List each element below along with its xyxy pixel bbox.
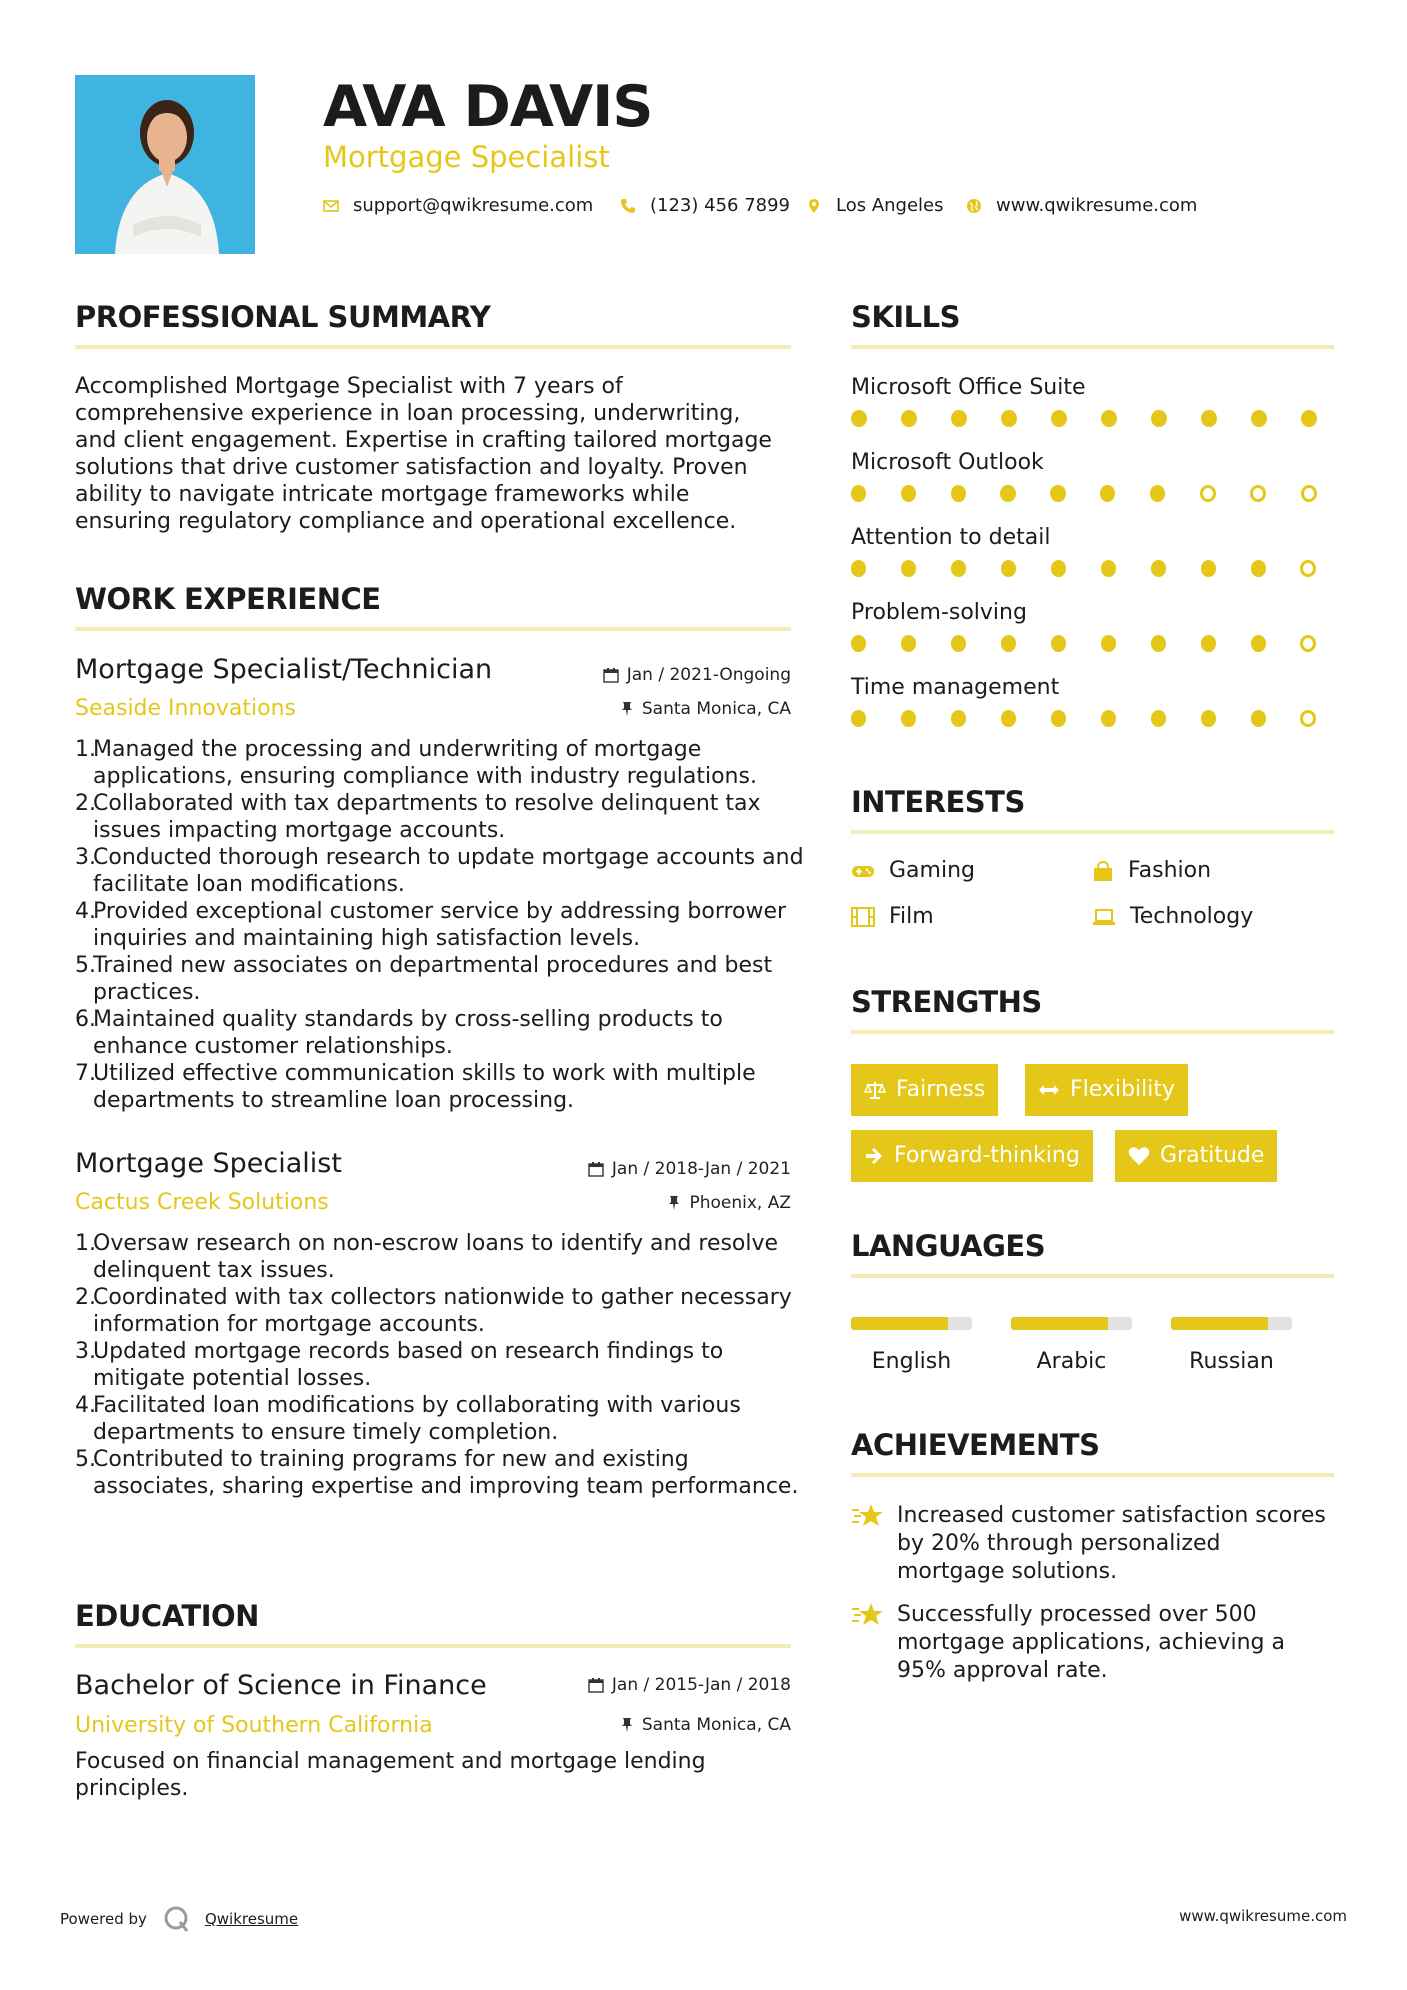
contact-location-text: Los Angeles: [836, 195, 944, 216]
star-icon: [851, 1502, 885, 1530]
skills-list: [851, 375, 1351, 750]
skill-dot-filled: [1151, 560, 1166, 577]
job-bullet: Trained new associates on departmental procedures and best practices.: [93, 953, 773, 1005]
profile-photo-illustration: [75, 75, 255, 254]
globe-icon: [966, 198, 982, 214]
job-bullet: Coordinated with tax collectors nationwide to gather necessary information for mortgage accounts.: [93, 1285, 792, 1337]
skill-rating: [851, 485, 1351, 502]
achievement-text: Successfully processed over 500 mortgage applications, achieving a 95% approval rate.: [897, 1602, 1285, 1683]
map-marker-icon: [806, 198, 822, 214]
summary-divider: [75, 345, 791, 349]
interest-label: Gaming: [889, 858, 975, 883]
job-location: [500, 698, 791, 720]
pushpin-icon: [620, 701, 634, 717]
job-dates: [500, 664, 791, 686]
summary-text: [75, 373, 805, 535]
summary-line: Accomplished Mortgage Specialist with 7 years of: [75, 374, 623, 399]
interest-label: Fashion: [1128, 858, 1212, 883]
job-bullet: Facilitated loan modifications by collaborating with various departments to ensure timely completion.: [93, 1393, 741, 1445]
language-item: [1171, 1317, 1292, 1375]
education-location-text: Santa Monica, CA: [641, 1715, 791, 1735]
skill-row: [851, 525, 1351, 600]
skill-rating: [851, 710, 1351, 727]
skill-dot-filled: [951, 485, 966, 502]
skill-dot-filled: [951, 410, 967, 427]
contact-phone-text: (123) 456 7899: [650, 195, 791, 216]
achievements-divider: [851, 1473, 1334, 1477]
contact-website[interactable]: [966, 195, 1197, 217]
interests-heading: INTERESTS: [851, 785, 1025, 819]
heart-icon: [1128, 1146, 1150, 1166]
skill-name: Time management: [851, 675, 1060, 700]
envelope-icon: [323, 198, 339, 214]
skill-dot-filled: [1051, 635, 1066, 652]
summary-line: ability to navigate intricate mortgage frameworks while: [75, 482, 690, 507]
skill-dot-filled: [851, 710, 866, 727]
language-name: English: [871, 1349, 952, 1374]
candidate-role: Mortgage Specialist: [323, 140, 610, 174]
strength-tag: [1115, 1130, 1277, 1182]
skill-dot-filled: [1201, 635, 1216, 652]
language-level-bar: [1011, 1317, 1132, 1330]
strength-label: Fairness: [896, 1077, 986, 1102]
skill-dot-filled: [1251, 710, 1266, 727]
skill-dot-filled: [1100, 485, 1115, 502]
skill-dot-filled: [1050, 485, 1065, 502]
job-bullets: [75, 1230, 811, 1500]
education-dates: [500, 1674, 791, 1696]
skill-dot-filled: [1101, 635, 1116, 652]
job-company: Cactus Creek Solutions: [75, 1190, 329, 1215]
skill-dot-filled: [1101, 560, 1116, 577]
strength-label: Forward-thinking: [894, 1143, 1080, 1168]
education-degree: Bachelor of Science in Finance: [75, 1670, 487, 1701]
skill-dot-filled: [901, 635, 916, 652]
language-name: Arabic: [1036, 1349, 1107, 1374]
footer-powered-by: [60, 1904, 298, 1934]
interest-item: [851, 858, 975, 884]
skill-dot-filled: [1201, 560, 1216, 577]
strength-tag: [851, 1130, 1093, 1182]
job-location-text: Santa Monica, CA: [641, 699, 791, 719]
skill-dot-filled: [1150, 485, 1165, 502]
calendar-icon: [588, 1161, 604, 1177]
film-icon: [851, 907, 875, 927]
achievement-item: [851, 1502, 1331, 1586]
language-item: [851, 1317, 972, 1375]
interest-item: [851, 904, 934, 930]
skill-dot-empty: [1300, 560, 1316, 577]
pushpin-icon: [667, 1195, 681, 1211]
skill-dot-filled: [1051, 560, 1066, 577]
language-name: Russian: [1189, 1349, 1274, 1374]
language-level-bar: [851, 1317, 972, 1330]
skill-dot-filled: [1051, 410, 1067, 427]
skill-dot-filled: [1251, 560, 1266, 577]
qwikresume-link[interactable]: Qwikresume: [204, 1910, 299, 1928]
skill-name: Problem-solving: [851, 600, 1027, 625]
skill-dot-filled: [1001, 410, 1017, 427]
job-title: Mortgage Specialist/Technician: [75, 654, 493, 685]
job-bullet: Collaborated with tax departments to resolve delinquent tax issues impacting mortgage accounts.: [93, 791, 761, 843]
languages-divider: [851, 1274, 1334, 1278]
laptop-icon: [1092, 908, 1116, 926]
skill-row: [851, 450, 1351, 525]
skill-rating: [851, 635, 1351, 652]
skill-dot-filled: [851, 635, 866, 652]
strength-tag: [851, 1064, 998, 1116]
job-company: Seaside Innovations: [75, 696, 296, 721]
skill-dot-filled: [1101, 710, 1116, 727]
language-level-fill: [1171, 1317, 1268, 1330]
skills-heading: SKILLS: [851, 300, 960, 334]
job-title: Mortgage Specialist: [75, 1148, 342, 1179]
skill-dot-filled: [1251, 635, 1266, 652]
skill-dot-filled: [1151, 410, 1167, 427]
education-school: University of Southern California: [75, 1713, 433, 1738]
skills-divider: [851, 345, 1334, 349]
skill-rating: [851, 560, 1351, 577]
footer-website[interactable]: www.qwikresume.com: [1179, 1907, 1347, 1925]
skill-dot-filled: [951, 560, 966, 577]
job-dates: [500, 1158, 791, 1180]
achievement-text: Increased customer satisfaction scores by 20% through personalized mortgage solutions.: [897, 1503, 1326, 1584]
star-icon: [851, 1601, 885, 1629]
skill-dot-filled: [1151, 710, 1166, 727]
experience-divider: [75, 627, 791, 631]
skill-dot-filled: [1051, 710, 1066, 727]
skill-dot-filled: [1001, 710, 1016, 727]
job-bullet: Managed the processing and underwriting of mortgage applications, ensuring compliance with industry regulations.: [93, 737, 757, 789]
job-bullets: [75, 736, 811, 1114]
qwikresume-logo-icon: [161, 1904, 191, 1934]
job-bullet: Contributed to training programs for new and existing associates, sharing expertise and improving team performance.: [93, 1447, 799, 1499]
summary-line: ensuring regulatory compliance and operational excellence.: [75, 509, 737, 534]
achievement-item: [851, 1601, 1331, 1685]
skill-dot-filled: [901, 410, 917, 427]
job-bullet: Oversaw research on non-escrow loans to identify and resolve delinquent tax issues.: [93, 1231, 779, 1283]
job-dates-text: Jan / 2021-Ongoing: [626, 665, 791, 685]
skill-dot-empty: [1250, 485, 1266, 502]
summary-heading: PROFESSIONAL SUMMARY: [75, 300, 491, 334]
job-bullet: Conducted thorough research to update mortgage accounts and facilitate loan modifications.: [93, 845, 804, 897]
skill-dot-filled: [1201, 710, 1216, 727]
arrow-right-icon: [864, 1147, 884, 1165]
interest-label: Film: [889, 904, 934, 929]
job-bullet: Provided exceptional customer service by addressing borrower inquiries and maintaining high satisfaction levels.: [93, 899, 787, 951]
interest-label: Technology: [1130, 904, 1254, 929]
skill-dot-filled: [1301, 410, 1317, 427]
interests-divider: [851, 830, 1334, 834]
skill-dot-filled: [901, 710, 916, 727]
skill-dot-filled: [901, 485, 916, 502]
summary-line: comprehensive experience in loan processing, underwriting,: [75, 401, 741, 426]
skill-dot-filled: [1000, 485, 1015, 502]
balance-scale-icon: [864, 1080, 886, 1100]
skill-dot-filled: [1001, 635, 1016, 652]
shopping-bag-icon: [1092, 860, 1114, 882]
arrows-horizontal-icon: [1038, 1083, 1060, 1097]
summary-line: solutions that drive customer satisfaction and loyalty. Proven: [75, 455, 748, 480]
skill-row: [851, 675, 1351, 750]
profile-photo: [75, 75, 255, 254]
language-level-fill: [1011, 1317, 1108, 1330]
job-location: [500, 1192, 791, 1214]
skill-row: [851, 375, 1351, 450]
skill-dot-empty: [1301, 485, 1317, 502]
gamepad-icon: [851, 862, 875, 880]
skill-dot-filled: [851, 485, 866, 502]
skill-dot-filled: [1001, 560, 1016, 577]
achievements-heading: ACHIEVEMENTS: [851, 1428, 1100, 1462]
job-dates-text: Jan / 2018-Jan / 2021: [611, 1159, 791, 1179]
strength-tag: [1025, 1064, 1188, 1116]
skill-dot-empty: [1300, 710, 1316, 727]
skill-dot-filled: [1251, 410, 1267, 427]
job-bullet: Utilized effective communication skills to work with multiple departments to streamline loan processing.: [93, 1061, 756, 1113]
job-bullet: Updated mortgage records based on research findings to mitigate potential losses.: [93, 1339, 724, 1391]
skill-dot-filled: [951, 635, 966, 652]
strengths-divider: [851, 1030, 1334, 1034]
skill-row: [851, 600, 1351, 675]
calendar-icon: [588, 1677, 604, 1693]
language-item: [1011, 1317, 1132, 1375]
contact-website-text: www.qwikresume.com: [996, 195, 1198, 216]
interest-item: [1092, 858, 1211, 884]
job-location-text: Phoenix, AZ: [689, 1193, 791, 1213]
skill-name: Attention to detail: [851, 525, 1051, 550]
skill-rating: [851, 410, 1351, 427]
language-level-bar: [1171, 1317, 1292, 1330]
calendar-icon: [603, 667, 619, 683]
skill-dot-filled: [1201, 410, 1217, 427]
contact-email-text: support@qwikresume.com: [353, 195, 594, 216]
contact-location: [806, 195, 944, 217]
skill-dot-filled: [851, 560, 866, 577]
skill-dot-filled: [901, 560, 916, 577]
education-dates-text: Jan / 2015-Jan / 2018: [611, 1675, 791, 1695]
powered-by-text: Powered by: [60, 1910, 147, 1928]
skill-dot-filled: [851, 410, 867, 427]
skill-dot-filled: [951, 710, 966, 727]
skill-dot-empty: [1300, 635, 1316, 652]
interest-item: [1092, 904, 1253, 930]
contact-phone[interactable]: [620, 195, 790, 217]
strengths-heading: STRENGTHS: [851, 985, 1042, 1019]
education-location: [500, 1714, 791, 1736]
experience-heading: WORK EXPERIENCE: [75, 582, 381, 616]
skill-name: Microsoft Office Suite: [851, 375, 1086, 400]
education-description: Focused on financial management and mortgage lending principles.: [75, 1749, 706, 1801]
skill-name: Microsoft Outlook: [851, 450, 1044, 475]
language-level-fill: [851, 1317, 948, 1330]
pushpin-icon: [620, 1717, 634, 1733]
candidate-name: AVA DAVIS: [323, 74, 653, 140]
skill-dot-filled: [1151, 635, 1166, 652]
contact-email[interactable]: [323, 195, 593, 217]
skill-dot-empty: [1200, 485, 1216, 502]
summary-line: and client engagement. Expertise in crafting tailored mortgage: [75, 428, 772, 453]
phone-icon: [620, 198, 636, 214]
strength-label: Gratitude: [1160, 1143, 1265, 1168]
education-divider: [75, 1644, 791, 1648]
languages-heading: LANGUAGES: [851, 1229, 1046, 1263]
strength-label: Flexibility: [1070, 1077, 1175, 1102]
education-heading: EDUCATION: [75, 1599, 259, 1633]
skill-dot-filled: [1101, 410, 1117, 427]
job-bullet: Maintained quality standards by cross-selling products to enhance customer relationships.: [93, 1007, 723, 1059]
